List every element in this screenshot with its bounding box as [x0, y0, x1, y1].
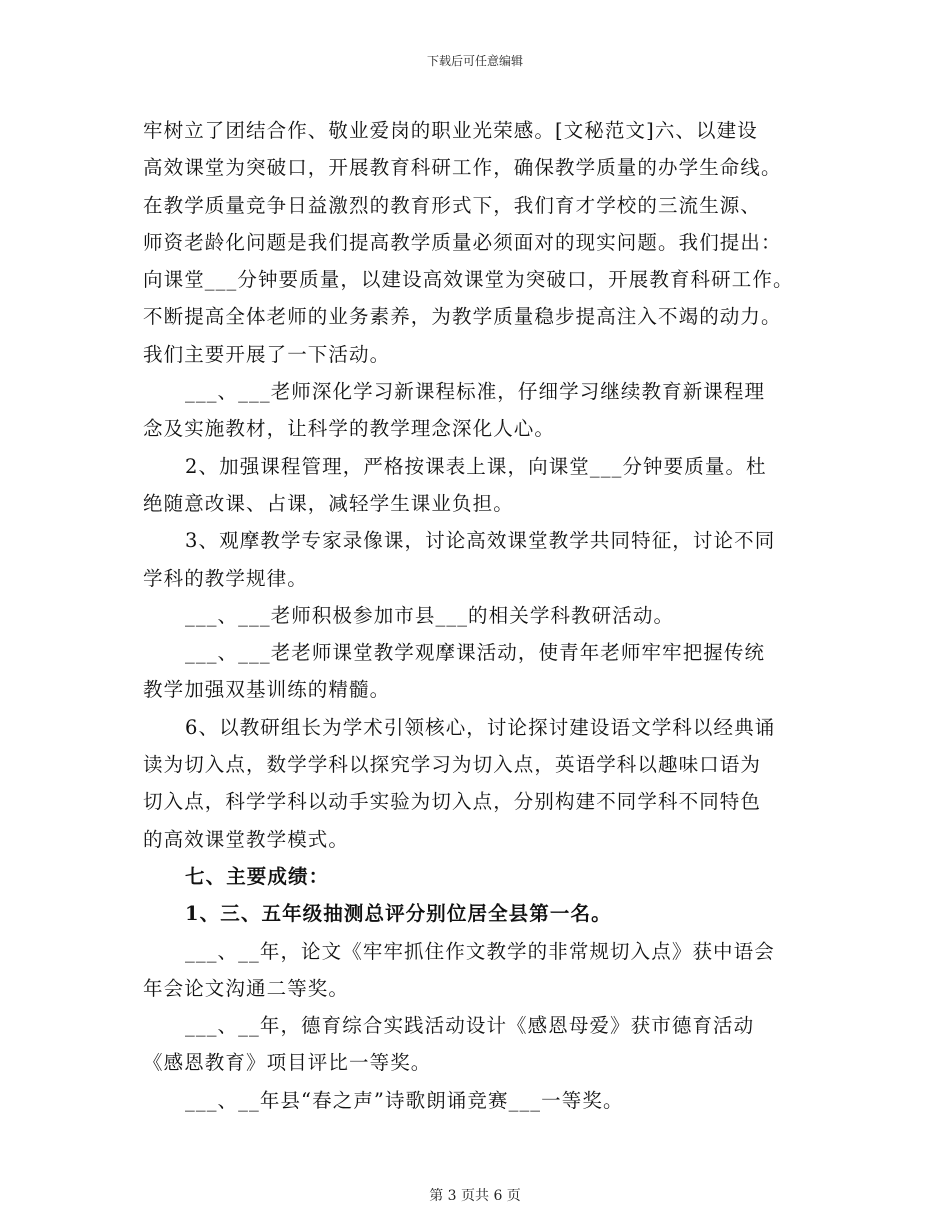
page-header-note: 下载后可任意编辑 — [426, 54, 523, 68]
paragraph-line: 念及实施教材，让科学的教学理念深化人心。 — [143, 417, 556, 441]
paragraph-line: 年会论文沟通二等奖。 — [143, 976, 350, 1000]
paragraph-line: 教学加强双基训练的精髓。 — [143, 678, 391, 702]
paragraph-line: 师资老龄化问题是我们提高教学质量必须面对的现实问题。我们提出： — [143, 230, 782, 254]
paragraph-line: 不断提高全体老师的业务素养，为教学质量稳步提高注入不竭的动力。 — [143, 305, 782, 329]
paragraph-line: 学科的教学规律。 — [143, 566, 308, 590]
page-number: 第 3 页共 6 页 — [429, 1188, 521, 1204]
paragraph-line: 切入点，科学学科以动手实验为切入点，分别构建不同学科不同特色 — [143, 790, 762, 814]
paragraph-line: 在教学质量竞争日益激烈的教育形式下，我们育才学校的三流生源、 — [143, 193, 762, 217]
paragraph-line: ___、___老师深化学习新课程标准，仔细学习继续教育新课程理 — [185, 380, 766, 404]
paragraph-line: 的高效课堂教学模式。 — [143, 827, 350, 851]
paragraph-line: ___、__年，论文《牢牢抓住作文教学的非常规切入点》获中语会 — [185, 939, 775, 963]
paragraph-line: 牢树立了团结合作、敬业爱岗的职业光荣感。[文秘范文]六、以建设 — [143, 119, 758, 142]
section-heading-line: 1、三、五年级抽测总评分别位居全县第一名。 — [185, 902, 612, 926]
paragraph-line: 向课堂___分钟要质量，以建设高效课堂为突破口，开展教育科研工作。 — [143, 268, 794, 292]
paragraph-line: 3、观摩教学专家录像课，讨论高效课堂教学共同特征，讨论不同 — [185, 529, 776, 553]
paragraph-line: 《感恩教育》项目评比一等奖。 — [143, 1051, 432, 1075]
paragraph-line: ___、___老师积极参加市县___的相关学科教研活动。 — [185, 603, 675, 627]
paragraph-line: ___、__年县“春之声”诗歌朗诵竞赛___一等奖。 — [185, 1088, 624, 1112]
paragraph-line: 6、以教研组长为学术引领核心，讨论探讨建设语文学科以经典诵 — [185, 715, 776, 739]
paragraph-line: 读为切入点，数学学科以探究学习为切入点，英语学科以趣味口语为 — [143, 753, 762, 777]
document-body — [143, 112, 823, 1119]
paragraph-line: 2、加强课程管理，严格按课表上课，向课堂___分钟要质量。杜 — [185, 454, 767, 478]
paragraph-line: 绝随意改课、占课，减轻学生课业负担。 — [143, 491, 514, 515]
paragraph-line: 高效课堂为突破口，开展教育科研工作，确保教学质量的办学生命线。 — [143, 156, 782, 180]
paragraph-line: ___、__年，德育综合实践活动设计《感恩母爱》获市德育活动 — [185, 1014, 755, 1038]
paragraph-line: ___、___老老师课堂教学观摩课活动，使青年老师牢牢把握传统 — [185, 641, 766, 665]
section-heading-line: 七、主要成绩： — [185, 864, 330, 888]
paragraph-line: 我们主要开展了一下活动。 — [143, 342, 391, 366]
